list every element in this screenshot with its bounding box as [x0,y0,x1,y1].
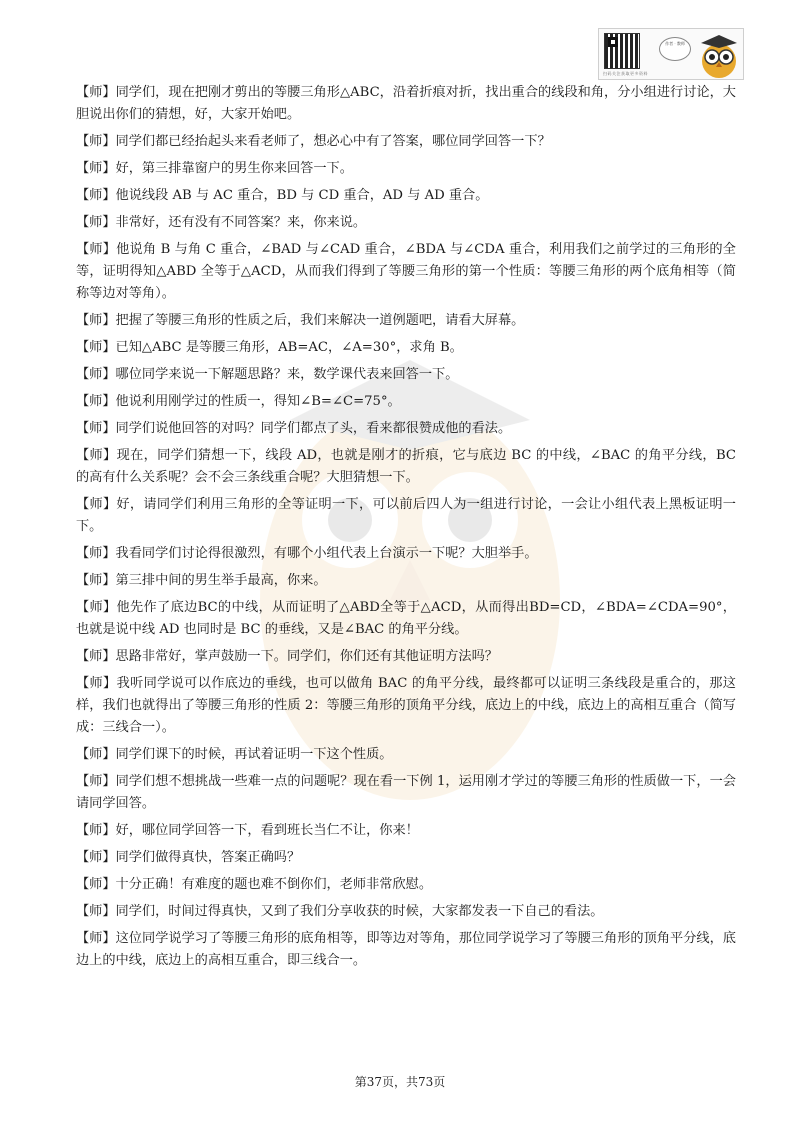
bubble-text: 作者 · 教师 [665,41,685,46]
paragraph: 【师】同学们都已经抬起头来看老师了，想必心中有了答案，哪位同学回答一下？ [76,134,551,149]
page-number: 第37页，共73页 [354,1075,446,1089]
owl-mascot-icon [697,31,741,79]
paragraph: 【师】非常好，还有没有不同答案？来，你来说。 [76,215,367,230]
qr-code-icon[interactable] [604,33,640,69]
paragraph: 【师】他说线段 AB 与 AC 重合，BD 与 CD 重合，AD 与 AD 重合。 [76,188,489,203]
paragraph: 【师】第三排中间的男生举手最高，你来。 [76,573,327,588]
paragraph: 【师】已知△ABC 是等腰三角形，AB=AC，∠A=30°，求角 B。 [76,340,463,355]
paragraph: 【师】好，第三排靠窗户的男生你来回答一下。 [76,161,353,176]
paragraph: 【师】他先作了底边BC的中线，从而证明了△ABD全等于△ACD，从而得出BD=CD，∠BDA=∠CDA=90°，也就是说中线 AD 也同时是 BC 的垂线，又是∠BAC 的角平分线。 [76,600,736,637]
paragraph: 【师】好，哪位同学回答一下，看到班长当仁不让，你来！ [76,823,419,838]
document-body [76,82,736,977]
paragraph: 【师】我看同学们讨论得很激烈，有哪个小组代表上台演示一下呢？大胆举手。 [76,546,538,561]
paragraph: 【师】同学们，时间过得真快，又到了我们分享收获的时候，大家都发表一下自己的看法。 [76,904,604,919]
paragraph: 【师】同学们说他回答的对吗？同学们都点了头，看来都很赞成他的看法。 [76,421,512,436]
paragraph: 【师】我听同学说可以作底边的垂线，也可以做角 BAC 的角平分线，最终都可以证明三条线段是重合的，那这样，我们也就得出了等腰三角形的性质 2：等腰三角形的顶角平分线，底边上的中线，底边上的高相互重合（简写成：三线合一）。 [76,676,736,735]
paragraph: 【师】他说角 B 与角 C 重合，∠BAD 与∠CAD 重合，∠BDA 与∠CDA 重合，利用我们之前学过的三角形的全等，证明得知△ABD 全等于△ACD，从而我们得到了等腰三角形的第一个性质：等腰三角形的两个底角相等（简称等边对等角）。 [76,242,736,301]
badge-caption: 扫码关注获取更多资料 [603,71,648,76]
header-qr-badge[interactable] [598,28,744,80]
paragraph: 【师】同学们，现在把刚才剪出的等腰三角形△ABC，沿着折痕对折，找出重合的线段和角，分小组进行讨论，大胆说出你们的猜想，好，大家开始吧。 [76,85,736,122]
paragraph: 【师】哪位同学来说一下解题思路？来，数学课代表来回答一下。 [76,367,459,382]
paragraph: 【师】同学们想不想挑战一些难一点的问题呢？现在看一下例 1，运用刚才学过的等腰三角形的性质做一下，一会请同学回答。 [76,774,736,811]
speech-bubble [659,37,691,61]
paragraph: 【师】他说利用刚学过的性质一，得知∠B=∠C=75°。 [76,394,401,409]
paragraph: 【师】思路非常好，掌声鼓励一下。同学们，你们还有其他证明方法吗？ [76,649,498,664]
paragraph: 【师】这位同学说学习了等腰三角形的底角相等，即等边对等角，那位同学说学习了等腰三角形的顶角平分线，底边上的中线，底边上的高相互重合，即三线合一。 [76,931,736,968]
paragraph: 【师】同学们做得真快，答案正确吗？ [76,850,301,865]
paragraph: 【师】现在，同学们猜想一下，线段 AD，也就是刚才的折痕，它与底边 BC 的中线，∠BAC 的角平分线，BC 的高有什么关系呢？会不会三条线重合呢？大胆猜想一下。 [76,448,736,485]
paragraph: 【师】把握了等腰三角形的性质之后，我们来解决一道例题吧，请看大屏幕。 [76,313,525,328]
paragraph: 【师】十分正确！有难度的题也难不倒你们，老师非常欣慰。 [76,877,433,892]
paragraph: 【师】好，请同学们利用三角形的全等证明一下，可以前后四人为一组进行讨论，一会让小组代表上黑板证明一下。 [76,497,736,534]
paragraph: 【师】同学们课下的时候，再试着证明一下这个性质。 [76,747,393,762]
